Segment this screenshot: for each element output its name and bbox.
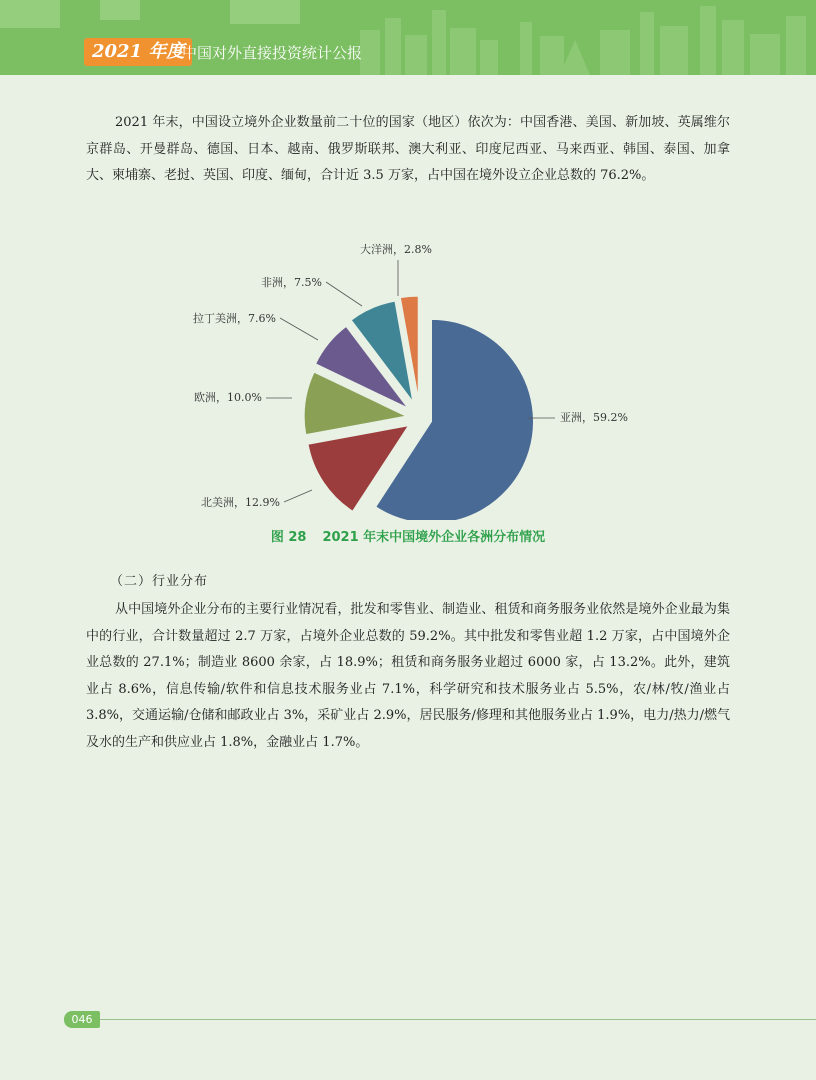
figure-caption-text: 2021 年末中国境外企业各洲分布情况 [322, 530, 546, 545]
paragraph-top-countries: 2021 年末，中国设立境外企业数量前二十位的国家（地区）依次为：中国香港、美国、新加坡、英属维尔京群岛、开曼群岛、德国、日本、越南、俄罗斯联邦、澳大利亚、印度尼西亚、马来西亚、韩国、泰国、加拿大、柬埔寨、老挝、英国、印度、缅甸，合计近 3.5 万家，占中国在境外设立企业总数的 76.2%。 [86, 115, 730, 183]
pie-leader-line [326, 282, 362, 306]
page-number: 046 [64, 1011, 100, 1028]
figure-caption [0, 526, 816, 545]
header-title: 中国对外直接投资统计公报 [182, 44, 363, 62]
footer-rule [96, 1019, 816, 1020]
page-header [0, 0, 816, 75]
pie-leader-line [280, 318, 318, 340]
continent-pie-chart [0, 230, 816, 520]
figure-number: 图 28 [270, 530, 307, 545]
pie-slice-label: 亚洲，59.2% [560, 411, 628, 424]
pie-slice-label: 非洲，7.5% [261, 276, 322, 289]
section-title: （二）行业分布 [110, 574, 209, 589]
pie-chart-svg [0, 230, 816, 520]
pie-slice-label: 拉丁美洲，7.6% [193, 312, 276, 325]
year-badge: 2021 年度 [84, 38, 192, 66]
pie-slice-label: 北美洲，12.9% [201, 496, 280, 509]
pie-slice-label: 大洋洲，2.8% [360, 243, 432, 256]
pie-leader-line [284, 490, 312, 502]
paragraph-industry-distribution: 从中国境外企业分布的主要行业情况看，批发和零售业、制造业、租赁和商务服务业依然是境外企业最为集中的行业，合计数量超过 2.7 万家，占境外企业总数的 59.2%。其中批发和零售业超 1.2 万家，占中国境外企业总数的 27.1%；制造业 8600 余家，占 18.9%；租赁和商务服务业超过 6000 家，占 13.2%。此外，建筑业占 8.6%，信息传输/软件和信息技术服务业占 7.1%，科学研究和技术服务业占 5.5%，农/林/牧/渔业占 3.8%，交通运输/仓储和邮政业占 3%，采矿业占 2.9%，居民服务/修理和其他服务业占 1.9%，电力/热力/燃气及水的生产和供应业占 1.8%，金融业占 1.7%。 [86, 602, 730, 750]
pie-slice-label: 欧洲，10.0% [194, 391, 262, 404]
